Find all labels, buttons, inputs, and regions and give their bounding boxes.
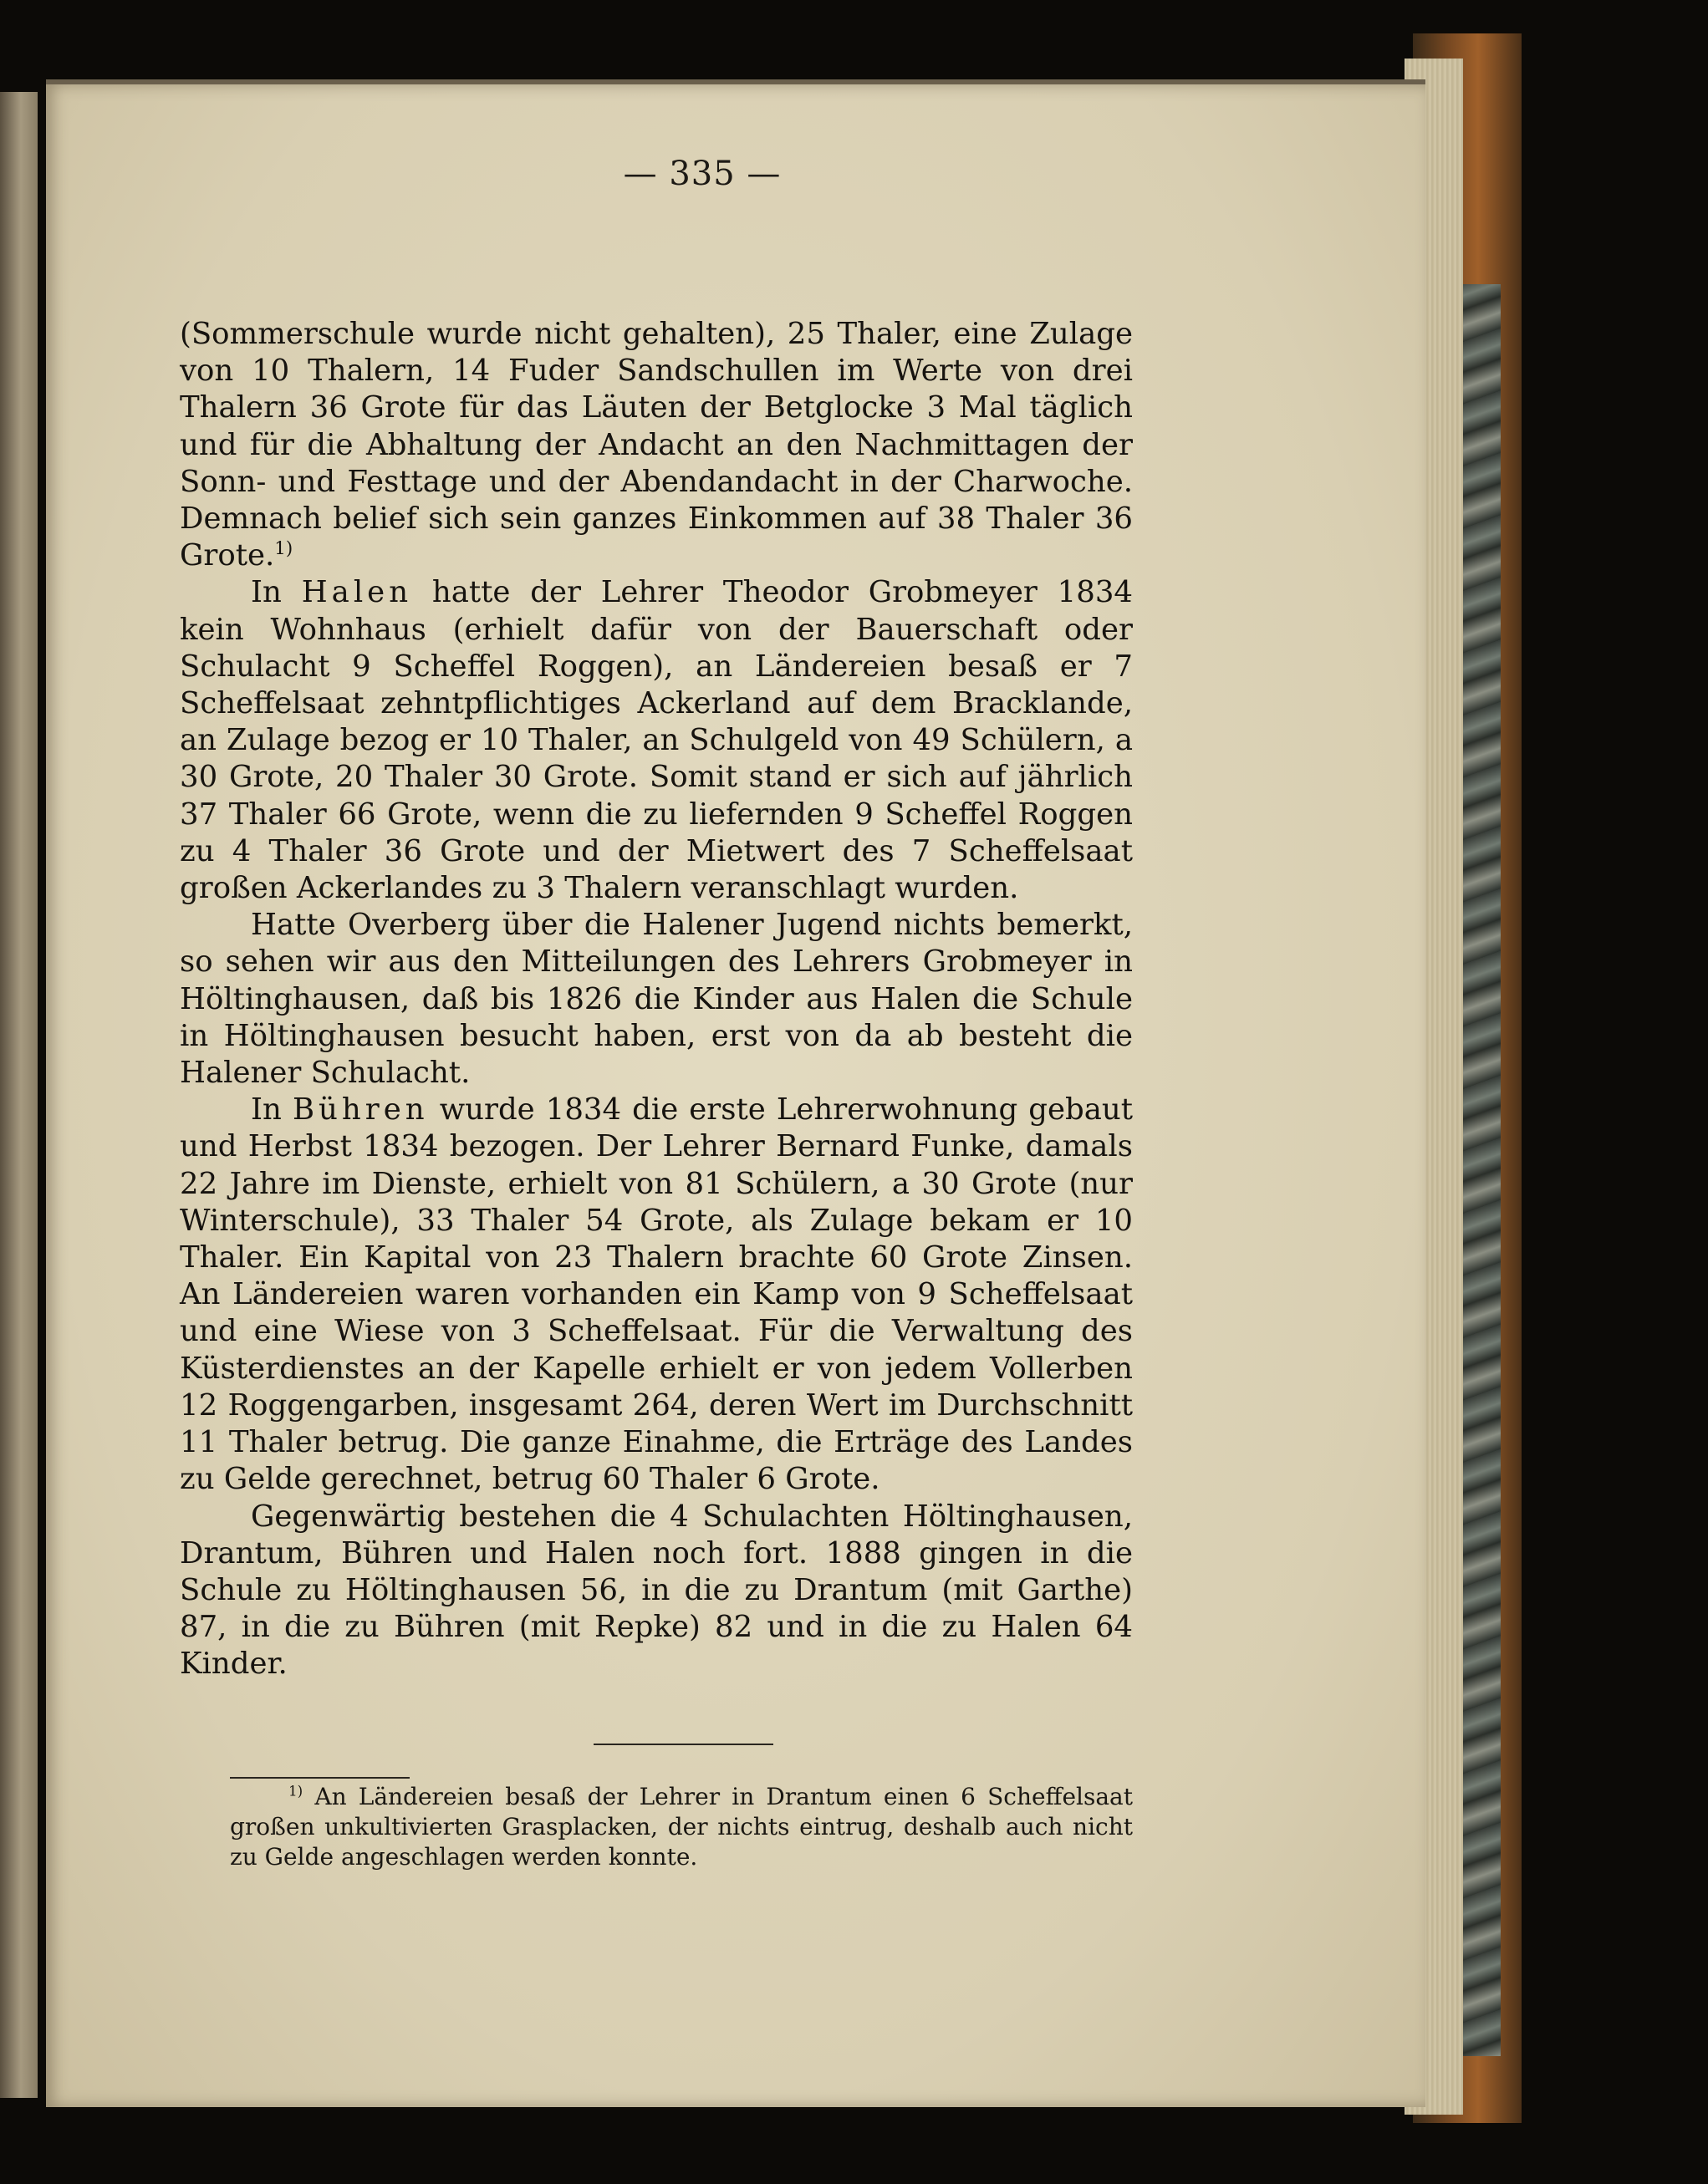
- place-name-halen: Halen: [301, 575, 413, 610]
- footnote-rule: [230, 1777, 410, 1779]
- paragraph-4: [180, 1092, 1133, 1498]
- place-name-buehren: Bühren: [292, 1092, 429, 1128]
- paragraph-3: Hatte Overberg über die Halener Jugend nichts bemerkt, so sehen wir aus den Mitteilungen des Lehrers Grobmeyer in Höltinghausen, daß bis 1826 die Kinder aus Halen die Schule in Höltinghausen besucht haben, erst von da ab besteht die Halener Schulacht.: [180, 908, 1133, 1091]
- paragraph-1: [180, 316, 1133, 574]
- footnote-text: An Ländereien besaß der Lehrer in Drantum einen 6 Scheffelsaat großen unkultivierten Grasplacken, der nichts eintrug, deshalb auch nicht zu Gelde angeschlagen werden konnte.: [230, 1783, 1133, 1871]
- page-number: — 335 —: [623, 155, 782, 193]
- section-end-rule: [594, 1744, 773, 1745]
- footnote-marker: 1): [288, 1782, 303, 1800]
- paragraph-1-text: (Sommerschule wurde nicht gehalten), 25 Thaler, eine Zulage von 10 Thalern, 14 Fuder Sandschullen im Werte von drei Thalern 36 Grote für das Läuten der Betglocke 3 Mal täglich und für die Abhaltung der Andacht an den Nachmittagen der Sonn- und Festtage und der Abendandacht in der Charwoche. Demnach belief sich sein ganzes Einkommen auf 38 Thaler 36 Grote.: [180, 317, 1133, 573]
- body-text: [180, 316, 1133, 1683]
- paragraph-4-intro: In: [251, 1092, 282, 1128]
- footnote: [230, 1782, 1133, 1872]
- paragraph-2-first-line: hatte der Lehrer Theodor Grobmeyer 1834: [431, 575, 1133, 610]
- footnote-reference: 1): [274, 538, 293, 560]
- footnote-paragraph: [230, 1782, 1133, 1872]
- paragraph-2: [180, 574, 1133, 907]
- paragraph-2-text: kein Wohnhaus (erhielt dafür von der Bauerschaft oder Schulacht 9 Scheffel Roggen), an Ländereien besaß er 7 Scheffelsaat zehntpflichtiges Ackerland auf dem Bracklande, an Zulage bezog er 10 Thaler, an Schulgeld von 49 Schülern, a 30 Grote, 20 Thaler 30 Grote. Somit stand er sich auf jährlich 37 Thaler 66 Grote, wenn die zu liefernden 9 Scheffel Roggen zu 4 Thaler 36 Grote und der Mietwert des 7 Scheffelsaat großen Ackerlandes zu 3 Thalern veranschlagt wurden.: [180, 612, 1133, 906]
- paragraph-5: Gegenwärtig bestehen die 4 Schulachten Höltinghausen, Drantum, Bühren und Halen noch fort. 1888 gingen in die Schule zu Höltinghausen 56, in die zu Drantum (mit Garthe) 87, in die zu Bühren (mit Repke) 82 und in die zu Halen 64 Kinder.: [180, 1499, 1133, 1682]
- left-page-edge: [0, 92, 38, 2098]
- paragraph-4-text: wurde 1834 die erste Lehrerwohnung gebaut und Herbst 1834 bezogen. Der Lehrer Bernard Funke, damals 22 Jahre im Dienste, erhielt von 81 Schülern, a 30 Grote (nur Winterschule), 33 Thaler 54 Grote, als Zulage bekam er 10 Thaler. Ein Kapital von 23 Thalern brachte 60 Grote Zinsen. An Ländereien waren vorhanden ein Kamp von 9 Scheffelsaat und eine Wiese von 3 Scheffelsaat. Für die Verwaltung des Küsterdienstes an der Kapelle erhielt er von jedem Vollerben 12 Roggengarben, insgesamt 264, deren Wert im Durchschnitt 11 Thaler betrug. Die ganze Einahme, die Erträge des Landes zu Gelde gerechnet, betrug 60 Thaler 6 Grote.: [180, 1092, 1133, 1497]
- paragraph-2-intro: In: [251, 575, 282, 610]
